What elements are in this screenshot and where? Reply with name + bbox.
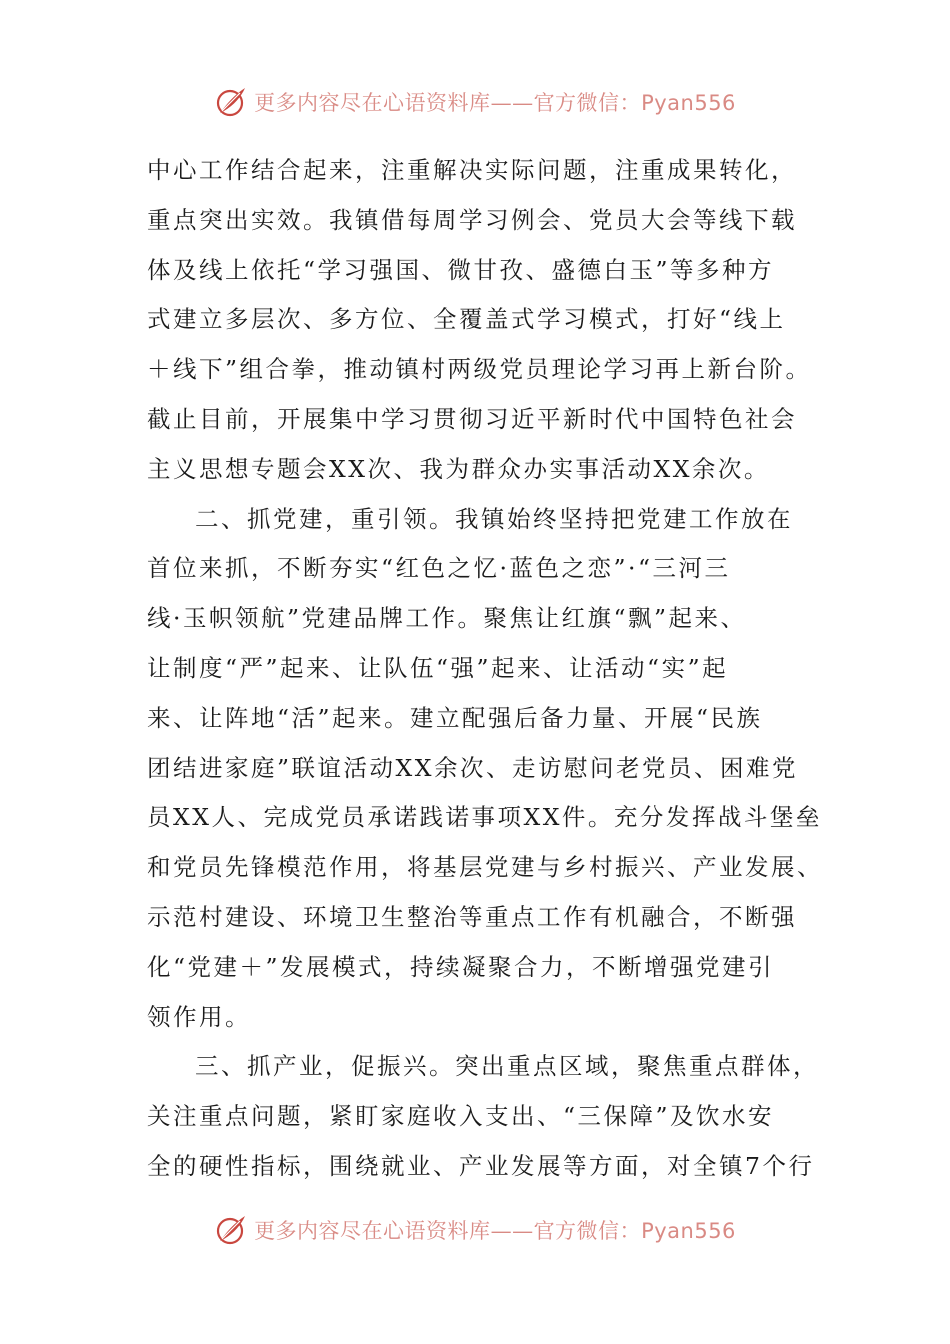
text-line: 重点突出实效。我镇借每周学习例会、党员大会等线下载 [147,205,797,234]
watermark-dash: —— [490,1219,534,1243]
text-line: 员XX人、完成党员承诺践诺事项XX件。充分发挥战斗堡垒 [147,803,822,832]
text-line: 中心工作结合起来，注重解决实际问题，注重成果转化， [147,156,797,184]
header-watermark [0,82,950,122]
watermark-text [254,1215,736,1245]
watermark-text [254,87,736,117]
text-line: 主义思想专题会XX次、我为群众办实事活动XX余次。 [147,454,770,483]
text-line: 体及线上依托“学习强国、微甘孜、盛德白玉”等多种方 [147,255,775,284]
text-line: 三、抓产业，促振兴。突出重点区域，聚焦重点群体， [195,1052,819,1081]
text-line: 式建立多层次、多方位、全覆盖式学习模式，打好“线上 [147,305,786,334]
text-line: 线·玉帜领航”党建品牌工作。聚焦让红旗“飘”起来、 [147,604,747,633]
footer-watermark [0,1210,950,1250]
text-line: 截止目前，开展集中学习贯彻习近平新时代中国特色社会 [147,404,797,433]
text-line: 二、抓党建，重引领。我镇始终坚持把党建工作放在 [195,504,793,533]
text-line: 化“党建＋”发展模式，持续凝聚合力，不断增强党建引 [147,952,775,981]
watermark-label: 官方微信： [533,1219,642,1243]
text-line: 团结进家庭”联谊活动XX余次、走访慰问老党员、困难党 [147,753,798,782]
watermark-id: Pyan556 [641,1219,736,1243]
watermark-id: Pyan556 [641,91,736,115]
text-line: 领作用。 [147,1002,251,1031]
text-line: 示范村建设、环境卫生整治等重点工作有机融合，不断强 [147,902,797,931]
text-line: 来、让阵地“活”起来。建立配强后备力量、开展“民族 [147,703,763,732]
watermark-dash: —— [490,91,534,115]
document-body [147,146,823,1192]
quill-logo-icon [214,1213,248,1247]
text-line: 让制度“严”起来、让队伍“强”起来、让活动“实”起 [147,653,729,682]
text-line: 关注重点问题，紧盯家庭收入支出、“三保障”及饮水安 [147,1102,775,1131]
text-line: 全的硬性指标，围绕就业、产业发展等方面，对全镇7个行 [147,1151,815,1180]
watermark-brand: 更多内容尽在心语资料库 [254,91,491,115]
text-line: ＋线下”组合拳，推动镇村两级党员理论学习再上新台阶。 [147,355,812,384]
quill-logo-icon [214,85,248,119]
watermark-brand: 更多内容尽在心语资料库 [254,1219,491,1243]
watermark-label: 官方微信： [533,91,642,115]
text-line: 和党员先锋模范作用，将基层党建与乡村振兴、产业发展、 [147,853,823,882]
text-line: 首位来抓，不断夯实“红色之忆·蓝色之恋”·“三河三 [147,554,731,583]
